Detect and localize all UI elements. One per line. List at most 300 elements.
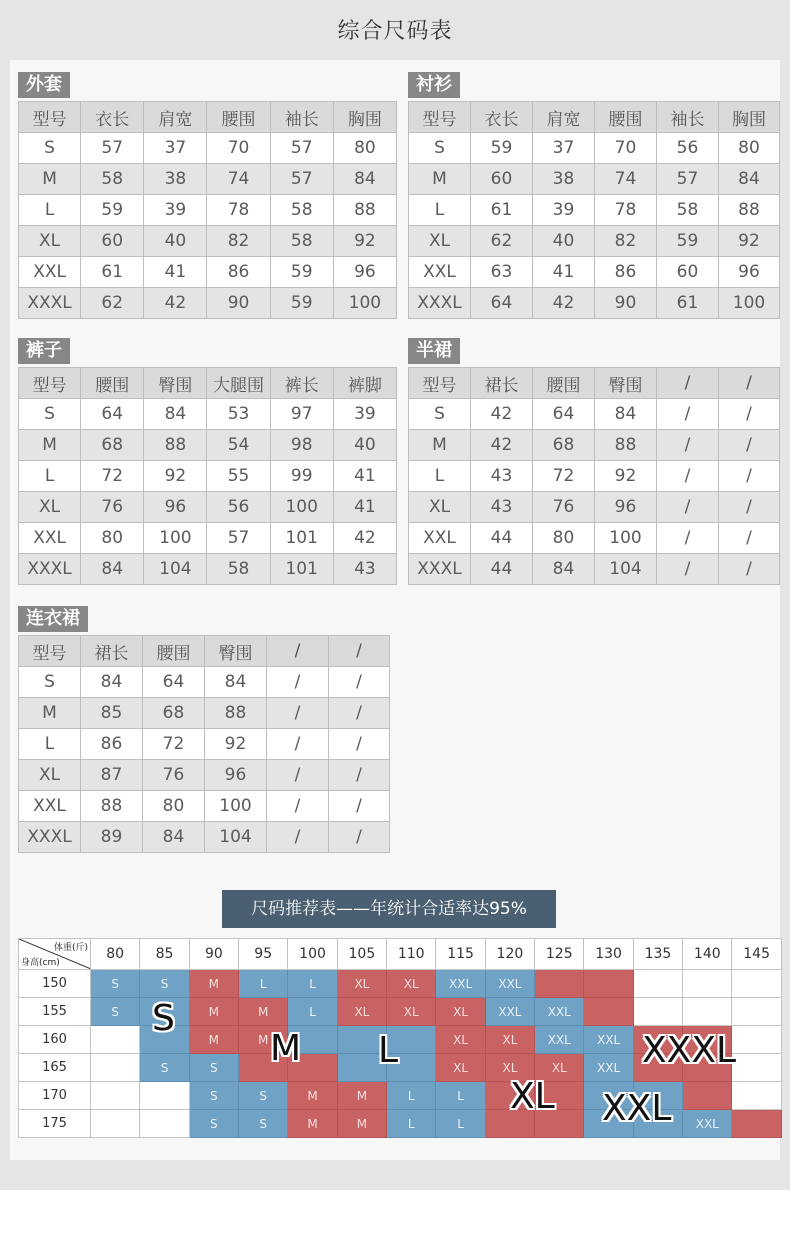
dress-size-table bbox=[18, 635, 390, 853]
table-cell: 57 bbox=[207, 523, 270, 554]
big-label-s: S bbox=[152, 998, 175, 1039]
table-cell: 88 bbox=[144, 430, 207, 461]
table-cell: XXL bbox=[19, 791, 81, 822]
size-cell: M bbox=[239, 1026, 288, 1054]
size-cell bbox=[140, 1082, 189, 1110]
table-cell: L bbox=[409, 195, 471, 226]
table-cell: 85 bbox=[81, 698, 143, 729]
column-header: 大腿围 bbox=[207, 368, 270, 399]
column-header: 胸围 bbox=[719, 102, 780, 133]
table-cell: 80 bbox=[719, 133, 780, 164]
column-header: 型号 bbox=[19, 368, 81, 399]
size-cell bbox=[633, 998, 682, 1026]
table-row bbox=[19, 195, 397, 226]
table-cell: 100 bbox=[719, 288, 780, 319]
table-cell: 101 bbox=[270, 523, 333, 554]
table-cell: 58 bbox=[270, 195, 333, 226]
table-cell: 96 bbox=[144, 492, 207, 523]
table-cell: 40 bbox=[333, 430, 396, 461]
column-header: 腰围 bbox=[533, 368, 595, 399]
table-cell: M bbox=[19, 430, 81, 461]
table-cell: XXL bbox=[19, 523, 81, 554]
table-cell: 78 bbox=[595, 195, 657, 226]
table-cell: 56 bbox=[207, 492, 270, 523]
table-cell: XXXL bbox=[19, 288, 81, 319]
table-cell: XL bbox=[409, 492, 471, 523]
table-cell: / bbox=[657, 399, 719, 430]
table-cell: 44 bbox=[471, 523, 533, 554]
table-cell: 59 bbox=[657, 226, 719, 257]
table-cell: XXXL bbox=[409, 554, 471, 585]
table-cell: 44 bbox=[471, 554, 533, 585]
table-cell: 64 bbox=[143, 667, 205, 698]
table-cell: / bbox=[719, 523, 780, 554]
table-cell: 88 bbox=[205, 698, 267, 729]
table-cell: 72 bbox=[143, 729, 205, 760]
table-cell: 74 bbox=[207, 164, 270, 195]
table-cell: 61 bbox=[81, 257, 144, 288]
table-cell: 58 bbox=[207, 554, 270, 585]
table-cell: 104 bbox=[205, 822, 267, 853]
height-label: 150 bbox=[19, 970, 91, 998]
jacket-tag: 外套 bbox=[18, 72, 70, 98]
size-cell: L bbox=[436, 1110, 485, 1138]
table-cell: / bbox=[719, 399, 780, 430]
table-cell: 101 bbox=[270, 554, 333, 585]
size-cell: L bbox=[239, 970, 288, 998]
size-cell bbox=[732, 1054, 781, 1082]
size-cell bbox=[91, 1054, 140, 1082]
shirt-tag: 衬衫 bbox=[408, 72, 460, 98]
size-cell: M bbox=[189, 970, 238, 998]
table-cell: 42 bbox=[333, 523, 396, 554]
column-header: 型号 bbox=[19, 102, 81, 133]
table-cell: 58 bbox=[81, 164, 144, 195]
table-cell: 84 bbox=[595, 399, 657, 430]
corner-height-label: 身高(cm) bbox=[21, 958, 60, 968]
table-cell: 64 bbox=[81, 399, 144, 430]
big-label-xxl: XXL bbox=[602, 1088, 672, 1129]
column-header: 臀围 bbox=[205, 636, 267, 667]
table-cell: 41 bbox=[333, 461, 396, 492]
table-cell: 87 bbox=[81, 760, 143, 791]
table-row bbox=[19, 554, 397, 585]
size-cell: XL bbox=[436, 1054, 485, 1082]
size-cell: XXL bbox=[436, 970, 485, 998]
table-cell: 63 bbox=[471, 257, 533, 288]
table-cell: 76 bbox=[81, 492, 144, 523]
table-cell: 59 bbox=[270, 257, 333, 288]
weight-header: 110 bbox=[387, 939, 436, 970]
weight-header-row bbox=[19, 939, 782, 970]
big-label-xxxl: XXXL bbox=[642, 1030, 737, 1071]
table-cell: 57 bbox=[657, 164, 719, 195]
table-row bbox=[409, 288, 780, 319]
table-cell: 41 bbox=[333, 492, 396, 523]
size-cell bbox=[91, 1110, 140, 1138]
size-cell: XXL bbox=[683, 1110, 732, 1138]
table-cell: 40 bbox=[533, 226, 595, 257]
table-cell: 42 bbox=[471, 399, 533, 430]
table-cell: 39 bbox=[333, 399, 396, 430]
size-cell: S bbox=[189, 1054, 238, 1082]
table-cell: 80 bbox=[533, 523, 595, 554]
size-cell: L bbox=[387, 1082, 436, 1110]
weight-header: 120 bbox=[485, 939, 534, 970]
table-cell: 41 bbox=[144, 257, 207, 288]
height-label: 165 bbox=[19, 1054, 91, 1082]
table-cell: 90 bbox=[207, 288, 270, 319]
table-row bbox=[19, 226, 397, 257]
table-cell: 88 bbox=[595, 430, 657, 461]
column-header: 胸围 bbox=[333, 102, 396, 133]
column-header: 型号 bbox=[409, 102, 471, 133]
weight-header: 85 bbox=[140, 939, 189, 970]
table-row bbox=[19, 822, 390, 853]
column-header: / bbox=[267, 636, 329, 667]
column-header: 裤长 bbox=[270, 368, 333, 399]
table-cell: / bbox=[657, 430, 719, 461]
table-row bbox=[19, 523, 397, 554]
big-label-xl: XL bbox=[510, 1076, 555, 1117]
table-cell: 43 bbox=[471, 492, 533, 523]
table-row bbox=[409, 195, 780, 226]
size-cell: M bbox=[288, 1110, 337, 1138]
column-header: 衣长 bbox=[81, 102, 144, 133]
column-header: 腰围 bbox=[595, 102, 657, 133]
table-cell: 84 bbox=[205, 667, 267, 698]
column-header: / bbox=[719, 368, 780, 399]
table-row bbox=[409, 523, 780, 554]
table-cell: 84 bbox=[333, 164, 396, 195]
size-cell bbox=[732, 1082, 781, 1110]
table-cell: / bbox=[267, 667, 329, 698]
table-cell: 62 bbox=[81, 288, 144, 319]
skirt-size-table bbox=[408, 367, 780, 585]
column-header: 臀围 bbox=[595, 368, 657, 399]
table-cell: 100 bbox=[333, 288, 396, 319]
table-row bbox=[409, 164, 780, 195]
table-cell: 88 bbox=[333, 195, 396, 226]
table-cell: 64 bbox=[533, 399, 595, 430]
table-cell: 68 bbox=[143, 698, 205, 729]
table-cell: 41 bbox=[533, 257, 595, 288]
table-cell: 59 bbox=[471, 133, 533, 164]
table-cell: 60 bbox=[81, 226, 144, 257]
size-cell: M bbox=[189, 998, 238, 1026]
table-cell: 39 bbox=[533, 195, 595, 226]
table-row bbox=[19, 698, 390, 729]
size-cell bbox=[633, 970, 682, 998]
size-cell: XXL bbox=[485, 998, 534, 1026]
table-row bbox=[19, 791, 390, 822]
table-cell: 96 bbox=[205, 760, 267, 791]
table-cell: S bbox=[19, 667, 81, 698]
size-cell bbox=[732, 998, 781, 1026]
table-cell: 84 bbox=[719, 164, 780, 195]
column-header: / bbox=[329, 636, 390, 667]
table-cell: 57 bbox=[81, 133, 144, 164]
size-cell: XXL bbox=[535, 998, 584, 1026]
table-cell: 72 bbox=[533, 461, 595, 492]
table-cell: / bbox=[719, 461, 780, 492]
table-cell: 80 bbox=[143, 791, 205, 822]
table-cell: XXL bbox=[19, 257, 81, 288]
table-cell: 62 bbox=[471, 226, 533, 257]
size-cell: XL bbox=[337, 998, 386, 1026]
table-row bbox=[19, 164, 397, 195]
table-row bbox=[19, 760, 390, 791]
table-cell: 68 bbox=[533, 430, 595, 461]
weight-header: 135 bbox=[633, 939, 682, 970]
table-row bbox=[19, 492, 397, 523]
size-cell: M bbox=[288, 1082, 337, 1110]
table-cell: 39 bbox=[144, 195, 207, 226]
table-row bbox=[19, 667, 390, 698]
table-cell: / bbox=[329, 822, 390, 853]
table-cell: 100 bbox=[270, 492, 333, 523]
table-cell: 96 bbox=[333, 257, 396, 288]
table-header-row bbox=[19, 636, 390, 667]
weight-header: 145 bbox=[732, 939, 781, 970]
table-cell: / bbox=[267, 822, 329, 853]
height-label: 170 bbox=[19, 1082, 91, 1110]
size-cell: XL bbox=[535, 1054, 584, 1082]
table-row bbox=[409, 399, 780, 430]
size-cell bbox=[91, 1082, 140, 1110]
table-cell: XL bbox=[19, 226, 81, 257]
table-cell: L bbox=[409, 461, 471, 492]
table-cell: / bbox=[267, 698, 329, 729]
size-cell: XL bbox=[436, 1026, 485, 1054]
table-cell: 55 bbox=[207, 461, 270, 492]
table-cell: 40 bbox=[144, 226, 207, 257]
table-cell: 60 bbox=[471, 164, 533, 195]
table-row bbox=[409, 461, 780, 492]
table-cell: / bbox=[719, 492, 780, 523]
table-cell: 88 bbox=[81, 791, 143, 822]
table-cell: 74 bbox=[595, 164, 657, 195]
table-cell: 99 bbox=[270, 461, 333, 492]
size-cell: S bbox=[189, 1082, 238, 1110]
column-header: / bbox=[657, 368, 719, 399]
corner-cell bbox=[19, 939, 91, 970]
table-header-row bbox=[19, 102, 397, 133]
table-cell: 54 bbox=[207, 430, 270, 461]
table-row bbox=[409, 226, 780, 257]
table-cell: 42 bbox=[144, 288, 207, 319]
recommend-title: 尺码推荐表——年统计合适率达95% bbox=[222, 890, 556, 928]
size-cell: XXL bbox=[485, 970, 534, 998]
table-cell: M bbox=[409, 430, 471, 461]
weight-header: 125 bbox=[535, 939, 584, 970]
weight-header: 90 bbox=[189, 939, 238, 970]
table-cell: 70 bbox=[207, 133, 270, 164]
table-cell: 86 bbox=[81, 729, 143, 760]
table-cell: 76 bbox=[533, 492, 595, 523]
column-header: 臀围 bbox=[144, 368, 207, 399]
size-cell: S bbox=[239, 1110, 288, 1138]
table-cell: / bbox=[657, 554, 719, 585]
table-row bbox=[19, 461, 397, 492]
table-cell: 96 bbox=[595, 492, 657, 523]
size-cell: M bbox=[337, 1110, 386, 1138]
column-header: 袖长 bbox=[657, 102, 719, 133]
table-cell: 88 bbox=[719, 195, 780, 226]
table-cell: 43 bbox=[333, 554, 396, 585]
table-cell: 58 bbox=[657, 195, 719, 226]
height-row bbox=[19, 970, 782, 998]
table-cell: 82 bbox=[595, 226, 657, 257]
table-cell: 72 bbox=[81, 461, 144, 492]
table-cell: 86 bbox=[207, 257, 270, 288]
table-cell: S bbox=[19, 133, 81, 164]
size-cell: M bbox=[337, 1082, 386, 1110]
size-cell: XL bbox=[387, 998, 436, 1026]
table-cell: / bbox=[719, 554, 780, 585]
table-row bbox=[409, 554, 780, 585]
column-header: 裤脚 bbox=[333, 368, 396, 399]
size-cell: L bbox=[436, 1082, 485, 1110]
table-cell: 58 bbox=[270, 226, 333, 257]
table-cell: XXXL bbox=[409, 288, 471, 319]
weight-header: 140 bbox=[683, 939, 732, 970]
size-cell: S bbox=[140, 1054, 189, 1082]
table-cell: XL bbox=[19, 492, 81, 523]
size-cell bbox=[535, 970, 584, 998]
table-cell: 104 bbox=[144, 554, 207, 585]
table-cell: 64 bbox=[471, 288, 533, 319]
size-cell: XXL bbox=[584, 1026, 633, 1054]
table-cell: / bbox=[329, 729, 390, 760]
big-label-l: L bbox=[378, 1030, 399, 1071]
table-cell: 80 bbox=[333, 133, 396, 164]
weight-header: 95 bbox=[239, 939, 288, 970]
table-cell: 84 bbox=[81, 667, 143, 698]
table-cell: 43 bbox=[471, 461, 533, 492]
column-header: 袖长 bbox=[270, 102, 333, 133]
table-cell: 84 bbox=[533, 554, 595, 585]
table-cell: 92 bbox=[719, 226, 780, 257]
table-header-row bbox=[409, 368, 780, 399]
size-cell bbox=[91, 1026, 140, 1054]
pants-size-table bbox=[18, 367, 397, 585]
big-label-m: M bbox=[270, 1028, 302, 1069]
corner-weight-label: 体重(斤) bbox=[53, 943, 88, 953]
table-row bbox=[409, 430, 780, 461]
table-cell: S bbox=[409, 133, 471, 164]
table-cell: M bbox=[19, 164, 81, 195]
table-cell: 84 bbox=[143, 822, 205, 853]
shirt-size-table bbox=[408, 101, 780, 319]
size-cell: XL bbox=[485, 1054, 534, 1082]
table-cell: 86 bbox=[595, 257, 657, 288]
weight-header: 80 bbox=[91, 939, 140, 970]
size-cell: XXL bbox=[535, 1026, 584, 1054]
table-cell: 60 bbox=[657, 257, 719, 288]
table-cell: 92 bbox=[595, 461, 657, 492]
jacket-size-table bbox=[18, 101, 397, 319]
table-cell: 89 bbox=[81, 822, 143, 853]
table-cell: 97 bbox=[270, 399, 333, 430]
table-row bbox=[19, 288, 397, 319]
size-cell bbox=[584, 970, 633, 998]
table-cell: 38 bbox=[533, 164, 595, 195]
table-header-row bbox=[409, 102, 780, 133]
table-row bbox=[409, 492, 780, 523]
column-header: 衣长 bbox=[471, 102, 533, 133]
table-cell: 68 bbox=[81, 430, 144, 461]
table-cell: XXL bbox=[409, 523, 471, 554]
table-cell: 92 bbox=[144, 461, 207, 492]
table-cell: 100 bbox=[205, 791, 267, 822]
size-cell: L bbox=[288, 970, 337, 998]
size-cell bbox=[140, 1110, 189, 1138]
table-row bbox=[19, 430, 397, 461]
column-header: 型号 bbox=[409, 368, 471, 399]
table-cell: XXXL bbox=[19, 822, 81, 853]
table-cell: / bbox=[267, 729, 329, 760]
size-cell: S bbox=[91, 970, 140, 998]
table-cell: 57 bbox=[270, 164, 333, 195]
column-header: 型号 bbox=[19, 636, 81, 667]
size-cell bbox=[584, 998, 633, 1026]
size-cell: M bbox=[189, 1026, 238, 1054]
page-title: 综合尺码表 bbox=[337, 19, 453, 44]
column-header: 腰围 bbox=[207, 102, 270, 133]
height-label: 155 bbox=[19, 998, 91, 1026]
size-cell bbox=[732, 1026, 781, 1054]
column-header: 肩宽 bbox=[144, 102, 207, 133]
table-cell: 42 bbox=[533, 288, 595, 319]
table-cell: 90 bbox=[595, 288, 657, 319]
weight-header: 105 bbox=[337, 939, 386, 970]
table-cell: / bbox=[329, 791, 390, 822]
table-cell: 42 bbox=[471, 430, 533, 461]
table-row bbox=[19, 133, 397, 164]
height-row bbox=[19, 998, 782, 1026]
table-cell: XXXL bbox=[19, 554, 81, 585]
table-cell: 78 bbox=[207, 195, 270, 226]
table-header-row bbox=[19, 368, 397, 399]
table-cell: 37 bbox=[533, 133, 595, 164]
size-cell bbox=[732, 970, 781, 998]
table-cell: / bbox=[657, 461, 719, 492]
size-cell bbox=[732, 1110, 781, 1138]
weight-header: 130 bbox=[584, 939, 633, 970]
table-cell: 82 bbox=[207, 226, 270, 257]
table-cell: 38 bbox=[144, 164, 207, 195]
table-cell: 76 bbox=[143, 760, 205, 791]
column-header: 腰围 bbox=[81, 368, 144, 399]
table-cell: 59 bbox=[270, 288, 333, 319]
size-cell: L bbox=[387, 1110, 436, 1138]
size-cell: XL bbox=[337, 970, 386, 998]
pants-tag: 裤子 bbox=[18, 338, 70, 364]
size-cell bbox=[683, 1082, 732, 1110]
table-row bbox=[19, 399, 397, 430]
size-cell: XL bbox=[485, 1026, 534, 1054]
size-cell: L bbox=[288, 998, 337, 1026]
size-cell: S bbox=[189, 1110, 238, 1138]
table-cell: / bbox=[329, 667, 390, 698]
size-cell: XL bbox=[387, 970, 436, 998]
table-cell: 84 bbox=[144, 399, 207, 430]
table-cell: 100 bbox=[144, 523, 207, 554]
table-cell: / bbox=[719, 430, 780, 461]
table-cell: 53 bbox=[207, 399, 270, 430]
weight-header: 115 bbox=[436, 939, 485, 970]
